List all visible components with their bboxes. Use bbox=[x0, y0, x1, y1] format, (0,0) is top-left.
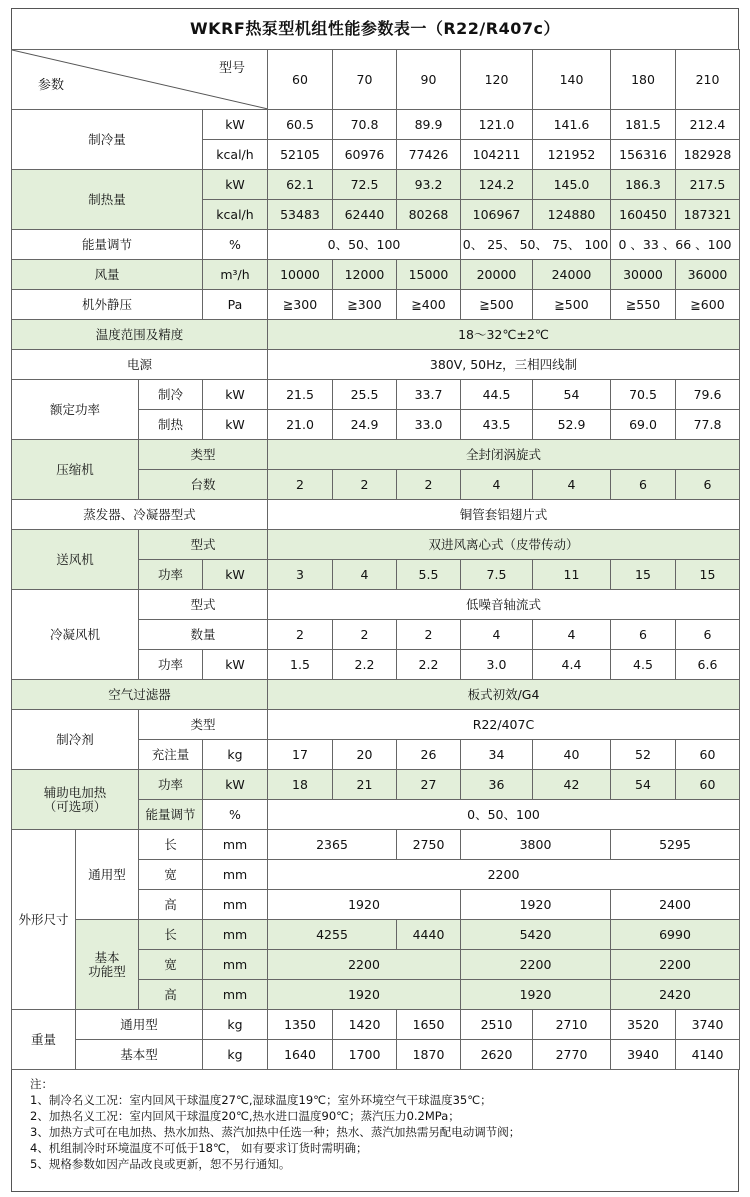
value-cell: 4 bbox=[461, 470, 533, 500]
value-cell: 42 bbox=[533, 770, 611, 800]
value-cell: 7.5 bbox=[461, 560, 533, 590]
unit-cell: kg bbox=[203, 740, 268, 770]
value-cell: 0 、33 、66 、100 bbox=[611, 230, 740, 260]
value-cell: 77426 bbox=[397, 140, 461, 170]
value-cell: 33.7 bbox=[397, 380, 461, 410]
value-cell: 36 bbox=[461, 770, 533, 800]
value-cell: 124.2 bbox=[461, 170, 533, 200]
cooling-label: 制冷量 bbox=[12, 110, 203, 170]
value-cell: 6.6 bbox=[676, 650, 740, 680]
value-cell: 21 bbox=[333, 770, 397, 800]
value-cell: 2420 bbox=[611, 980, 740, 1010]
unit-cell: m³/h bbox=[203, 260, 268, 290]
value-cell: 6 bbox=[676, 470, 740, 500]
sub-label: 功率 bbox=[139, 560, 203, 590]
value-cell: 4.5 bbox=[611, 650, 676, 680]
value-cell: 77.8 bbox=[676, 410, 740, 440]
value-cell: 52 bbox=[611, 740, 676, 770]
unit-cell: mm bbox=[203, 950, 268, 980]
value-cell: 板式初效/G4 bbox=[268, 680, 740, 710]
value-cell: 1920 bbox=[461, 980, 611, 1010]
unit-cell: kg bbox=[203, 1010, 268, 1040]
value-cell: 62440 bbox=[333, 200, 397, 230]
cooling-kw-row bbox=[12, 110, 740, 140]
value-cell: 40 bbox=[533, 740, 611, 770]
param-label: 参数 bbox=[38, 78, 65, 93]
rated-power-cool-row bbox=[12, 380, 740, 410]
unit-cell: kg bbox=[203, 1040, 268, 1070]
value-cell: 43.5 bbox=[461, 410, 533, 440]
unit-cell: kcal/h bbox=[203, 140, 268, 170]
value-cell: 1920 bbox=[461, 890, 611, 920]
value-cell: 4 bbox=[461, 620, 533, 650]
sub-label: 功率 bbox=[139, 770, 203, 800]
note-line: 1、制冷名义工况：室内回风干球温度27℃,湿球温度19℃；室外环境空气干球温度35℃； bbox=[30, 1093, 492, 1107]
value-cell: 5420 bbox=[461, 920, 611, 950]
value-cell: 4440 bbox=[397, 920, 461, 950]
value-cell: ≧500 bbox=[533, 290, 611, 320]
value-cell: 24.9 bbox=[333, 410, 397, 440]
value-cell: ≧300 bbox=[333, 290, 397, 320]
value-cell: 145.0 bbox=[533, 170, 611, 200]
unit-cell: % bbox=[203, 230, 268, 260]
value-cell: 60976 bbox=[333, 140, 397, 170]
heating-label: 制热量 bbox=[12, 170, 203, 230]
value-cell: 4 bbox=[333, 560, 397, 590]
weight-general-row bbox=[12, 1010, 740, 1040]
value-cell: 1920 bbox=[268, 980, 461, 1010]
model-cell: 210 bbox=[676, 50, 740, 110]
supply-fan-type-row bbox=[12, 530, 740, 560]
page-title: WKRF热泵型机组性能参数表一（R22/R407c） bbox=[11, 8, 739, 49]
exchanger-label: 蒸发器、冷凝器型式 bbox=[12, 500, 268, 530]
static-pressure-row bbox=[12, 290, 740, 320]
sub-label: 制冷 bbox=[139, 380, 203, 410]
value-cell: 141.6 bbox=[533, 110, 611, 140]
value-cell: 2710 bbox=[533, 1010, 611, 1040]
value-cell: 33.0 bbox=[397, 410, 461, 440]
sub-label: 高 bbox=[139, 980, 203, 1010]
value-cell: 2 bbox=[268, 470, 333, 500]
value-cell: ≧550 bbox=[611, 290, 676, 320]
value-cell: 11 bbox=[533, 560, 611, 590]
value-cell: 21.0 bbox=[268, 410, 333, 440]
value-cell: ≧500 bbox=[461, 290, 533, 320]
unit-cell: kW bbox=[203, 110, 268, 140]
value-cell: 2620 bbox=[461, 1040, 533, 1070]
value-cell: 3940 bbox=[611, 1040, 676, 1070]
value-cell: 2770 bbox=[533, 1040, 611, 1070]
value-cell: 20000 bbox=[461, 260, 533, 290]
compressor-type-row bbox=[12, 440, 740, 470]
value-cell: 52105 bbox=[268, 140, 333, 170]
dim-basic-label-line2: 功能型 bbox=[88, 963, 126, 979]
value-cell: 2510 bbox=[461, 1010, 533, 1040]
power-supply-label: 电源 bbox=[12, 350, 268, 380]
value-cell: 62.1 bbox=[268, 170, 333, 200]
sub-label: 充注量 bbox=[139, 740, 203, 770]
value-cell: 1870 bbox=[397, 1040, 461, 1070]
value-cell: 182928 bbox=[676, 140, 740, 170]
airflow-label: 风量 bbox=[12, 260, 203, 290]
value-cell: 186.3 bbox=[611, 170, 676, 200]
supply-fan-label: 送风机 bbox=[12, 530, 139, 590]
value-cell: 187321 bbox=[676, 200, 740, 230]
value-cell: 89.9 bbox=[397, 110, 461, 140]
model-label: 型号 bbox=[218, 61, 245, 76]
value-cell: 18～32℃±2℃ bbox=[268, 320, 740, 350]
cond-fan-type-row bbox=[12, 590, 740, 620]
value-cell: 铜管套铝翅片式 bbox=[268, 500, 740, 530]
value-cell: 0、50、100 bbox=[268, 230, 461, 260]
value-cell: 69.0 bbox=[611, 410, 676, 440]
value-cell: ≧400 bbox=[397, 290, 461, 320]
value-cell: ≧300 bbox=[268, 290, 333, 320]
value-cell: R22/407C bbox=[268, 710, 740, 740]
model-cell: 90 bbox=[397, 50, 461, 110]
cond-fan-label: 冷凝风机 bbox=[12, 590, 139, 680]
dim-basic-length-row bbox=[12, 920, 740, 950]
value-cell: 6 bbox=[611, 470, 676, 500]
value-cell: 156316 bbox=[611, 140, 676, 170]
sub-label: 能量调节 bbox=[139, 800, 203, 830]
sub-label: 制热 bbox=[139, 410, 203, 440]
value-cell: 124880 bbox=[533, 200, 611, 230]
value-cell: 低噪音轴流式 bbox=[268, 590, 740, 620]
value-cell: 双进风离心式（皮带传动） bbox=[268, 530, 740, 560]
value-cell: 1650 bbox=[397, 1010, 461, 1040]
unit-cell: kW bbox=[203, 770, 268, 800]
refrigerant-label: 制冷剂 bbox=[12, 710, 139, 770]
value-cell: 3800 bbox=[461, 830, 611, 860]
value-cell: 2 bbox=[397, 470, 461, 500]
value-cell: 3740 bbox=[676, 1010, 740, 1040]
value-cell: 2 bbox=[268, 620, 333, 650]
value-cell: 1420 bbox=[333, 1010, 397, 1040]
value-cell: 160450 bbox=[611, 200, 676, 230]
sub-label: 长 bbox=[139, 830, 203, 860]
sub-label: 宽 bbox=[139, 860, 203, 890]
value-cell: 4255 bbox=[268, 920, 397, 950]
value-cell: 380V, 50Hz，三相四线制 bbox=[268, 350, 740, 380]
rated-power-label: 额定功率 bbox=[12, 380, 139, 440]
value-cell: 44.5 bbox=[461, 380, 533, 410]
value-cell: 6 bbox=[676, 620, 740, 650]
value-cell: 26 bbox=[397, 740, 461, 770]
value-cell: 25.5 bbox=[333, 380, 397, 410]
value-cell: 1350 bbox=[268, 1010, 333, 1040]
value-cell: 2.2 bbox=[333, 650, 397, 680]
sub-label: 长 bbox=[139, 920, 203, 950]
value-cell: 2200 bbox=[268, 950, 461, 980]
sub-label: 类型 bbox=[139, 710, 268, 740]
heating-kw-row bbox=[12, 170, 740, 200]
value-cell: 27 bbox=[397, 770, 461, 800]
aux-heater-label-line1: 辅助电加热 bbox=[43, 784, 107, 800]
model-cell: 70 bbox=[333, 50, 397, 110]
value-cell: 2.2 bbox=[397, 650, 461, 680]
temp-range-row bbox=[12, 320, 740, 350]
unit-cell: mm bbox=[203, 920, 268, 950]
energy-reg-row bbox=[12, 230, 740, 260]
sub-label: 台数 bbox=[139, 470, 268, 500]
unit-cell: kcal/h bbox=[203, 200, 268, 230]
value-cell: 3.0 bbox=[461, 650, 533, 680]
unit-cell: mm bbox=[203, 980, 268, 1010]
dim-general-label: 通用型 bbox=[76, 830, 139, 920]
value-cell: 53483 bbox=[268, 200, 333, 230]
refrigerant-type-row bbox=[12, 710, 740, 740]
spec-sheet bbox=[11, 8, 739, 1192]
value-cell: 4 bbox=[533, 470, 611, 500]
unit-cell: mm bbox=[203, 890, 268, 920]
dimensions-label: 外形尺寸 bbox=[12, 830, 76, 1010]
dim-basic-label-line1: 基本 bbox=[94, 949, 120, 965]
value-cell: 6 bbox=[611, 620, 676, 650]
value-cell: 60 bbox=[676, 770, 740, 800]
unit-cell: kW bbox=[203, 170, 268, 200]
aux-heater-label bbox=[12, 770, 139, 830]
value-cell: 36000 bbox=[676, 260, 740, 290]
value-cell: 54 bbox=[611, 770, 676, 800]
value-cell: 60 bbox=[676, 740, 740, 770]
value-cell: 0、50、100 bbox=[268, 800, 740, 830]
unit-cell: kW bbox=[203, 380, 268, 410]
compressor-label: 压缩机 bbox=[12, 440, 139, 500]
value-cell: 0、 25、 50、 75、 100 bbox=[461, 230, 611, 260]
value-cell: ≧600 bbox=[676, 290, 740, 320]
model-cell: 140 bbox=[533, 50, 611, 110]
energy-reg-label: 能量调节 bbox=[12, 230, 203, 260]
value-cell: 2400 bbox=[611, 890, 740, 920]
value-cell: 79.6 bbox=[676, 380, 740, 410]
value-cell: 217.5 bbox=[676, 170, 740, 200]
value-cell: 1920 bbox=[268, 890, 461, 920]
value-cell: 18 bbox=[268, 770, 333, 800]
notes-section bbox=[11, 1070, 739, 1192]
weight-basic-row bbox=[12, 1040, 740, 1070]
notes-heading: 注： bbox=[30, 1077, 53, 1091]
value-cell: 121952 bbox=[533, 140, 611, 170]
dim-general-length-row bbox=[12, 830, 740, 860]
note-line: 2、加热名义工况：室内回风干球温度20℃,热水进口温度90℃；蒸汽压力0.2MPa； bbox=[30, 1109, 460, 1123]
model-cell: 60 bbox=[268, 50, 333, 110]
sub-label: 数量 bbox=[139, 620, 268, 650]
value-cell: 全封闭涡旋式 bbox=[268, 440, 740, 470]
dim-basic-label bbox=[76, 920, 139, 1010]
value-cell: 2200 bbox=[461, 950, 611, 980]
note-line: 5、规格参数如因产品改良或更新，恕不另行通知。 bbox=[30, 1157, 291, 1171]
value-cell: 2365 bbox=[268, 830, 397, 860]
unit-cell: kW bbox=[203, 410, 268, 440]
power-supply-row bbox=[12, 350, 740, 380]
value-cell: 15 bbox=[676, 560, 740, 590]
aux-heater-label-line2: （可选项） bbox=[43, 798, 107, 814]
aux-heater-power-row bbox=[12, 770, 740, 800]
value-cell: 70.8 bbox=[333, 110, 397, 140]
value-cell: 52.9 bbox=[533, 410, 611, 440]
sub-label: 型式 bbox=[139, 590, 268, 620]
value-cell: 3 bbox=[268, 560, 333, 590]
value-cell: 106967 bbox=[461, 200, 533, 230]
value-cell: 104211 bbox=[461, 140, 533, 170]
airflow-row bbox=[12, 260, 740, 290]
static-pressure-label: 机外静压 bbox=[12, 290, 203, 320]
value-cell: 24000 bbox=[533, 260, 611, 290]
value-cell: 60.5 bbox=[268, 110, 333, 140]
value-cell: 212.4 bbox=[676, 110, 740, 140]
value-cell: 10000 bbox=[268, 260, 333, 290]
spec-table bbox=[11, 49, 740, 1070]
value-cell: 80268 bbox=[397, 200, 461, 230]
value-cell: 2200 bbox=[611, 950, 740, 980]
air-filter-label: 空气过滤器 bbox=[12, 680, 268, 710]
value-cell: 72.5 bbox=[333, 170, 397, 200]
value-cell: 6990 bbox=[611, 920, 740, 950]
value-cell: 21.5 bbox=[268, 380, 333, 410]
value-cell: 2200 bbox=[268, 860, 740, 890]
value-cell: 2 bbox=[397, 620, 461, 650]
unit-cell: Pa bbox=[203, 290, 268, 320]
unit-cell: mm bbox=[203, 830, 268, 860]
value-cell: 2 bbox=[333, 620, 397, 650]
value-cell: 70.5 bbox=[611, 380, 676, 410]
model-cell: 180 bbox=[611, 50, 676, 110]
note-line: 4、机组制冷时环境温度不可低于18℃， 如有要求订货时需明确； bbox=[30, 1141, 368, 1155]
value-cell: 20 bbox=[333, 740, 397, 770]
sub-label: 基本型 bbox=[76, 1040, 203, 1070]
value-cell: 15 bbox=[611, 560, 676, 590]
sub-label: 功率 bbox=[139, 650, 203, 680]
value-cell: 1640 bbox=[268, 1040, 333, 1070]
sub-label: 宽 bbox=[139, 950, 203, 980]
diagonal-header bbox=[12, 50, 268, 110]
value-cell: 1700 bbox=[333, 1040, 397, 1070]
value-cell: 3520 bbox=[611, 1010, 676, 1040]
value-cell: 93.2 bbox=[397, 170, 461, 200]
unit-cell: % bbox=[203, 800, 268, 830]
note-line: 3、加热方式可在电加热、热水加热、蒸汽加热中任选一种；热水、蒸汽加热需另配电动调节阀； bbox=[30, 1125, 521, 1139]
value-cell: 1.5 bbox=[268, 650, 333, 680]
value-cell: 2750 bbox=[397, 830, 461, 860]
temp-range-label: 温度范围及精度 bbox=[12, 320, 268, 350]
value-cell: 5.5 bbox=[397, 560, 461, 590]
model-cell: 120 bbox=[461, 50, 533, 110]
sub-label: 通用型 bbox=[76, 1010, 203, 1040]
exchanger-row bbox=[12, 500, 740, 530]
weight-label: 重量 bbox=[12, 1010, 76, 1070]
value-cell: 4 bbox=[533, 620, 611, 650]
value-cell: 5295 bbox=[611, 830, 740, 860]
value-cell: 4.4 bbox=[533, 650, 611, 680]
value-cell: 2 bbox=[333, 470, 397, 500]
sub-label: 高 bbox=[139, 890, 203, 920]
unit-cell: mm bbox=[203, 860, 268, 890]
unit-cell: kW bbox=[203, 560, 268, 590]
sub-label: 类型 bbox=[139, 440, 268, 470]
header-row bbox=[12, 50, 740, 110]
sub-label: 型式 bbox=[139, 530, 268, 560]
unit-cell: kW bbox=[203, 650, 268, 680]
value-cell: 30000 bbox=[611, 260, 676, 290]
value-cell: 121.0 bbox=[461, 110, 533, 140]
value-cell: 15000 bbox=[397, 260, 461, 290]
value-cell: 17 bbox=[268, 740, 333, 770]
value-cell: 54 bbox=[533, 380, 611, 410]
value-cell: 181.5 bbox=[611, 110, 676, 140]
value-cell: 4140 bbox=[676, 1040, 740, 1070]
value-cell: 34 bbox=[461, 740, 533, 770]
air-filter-row bbox=[12, 680, 740, 710]
value-cell: 12000 bbox=[333, 260, 397, 290]
